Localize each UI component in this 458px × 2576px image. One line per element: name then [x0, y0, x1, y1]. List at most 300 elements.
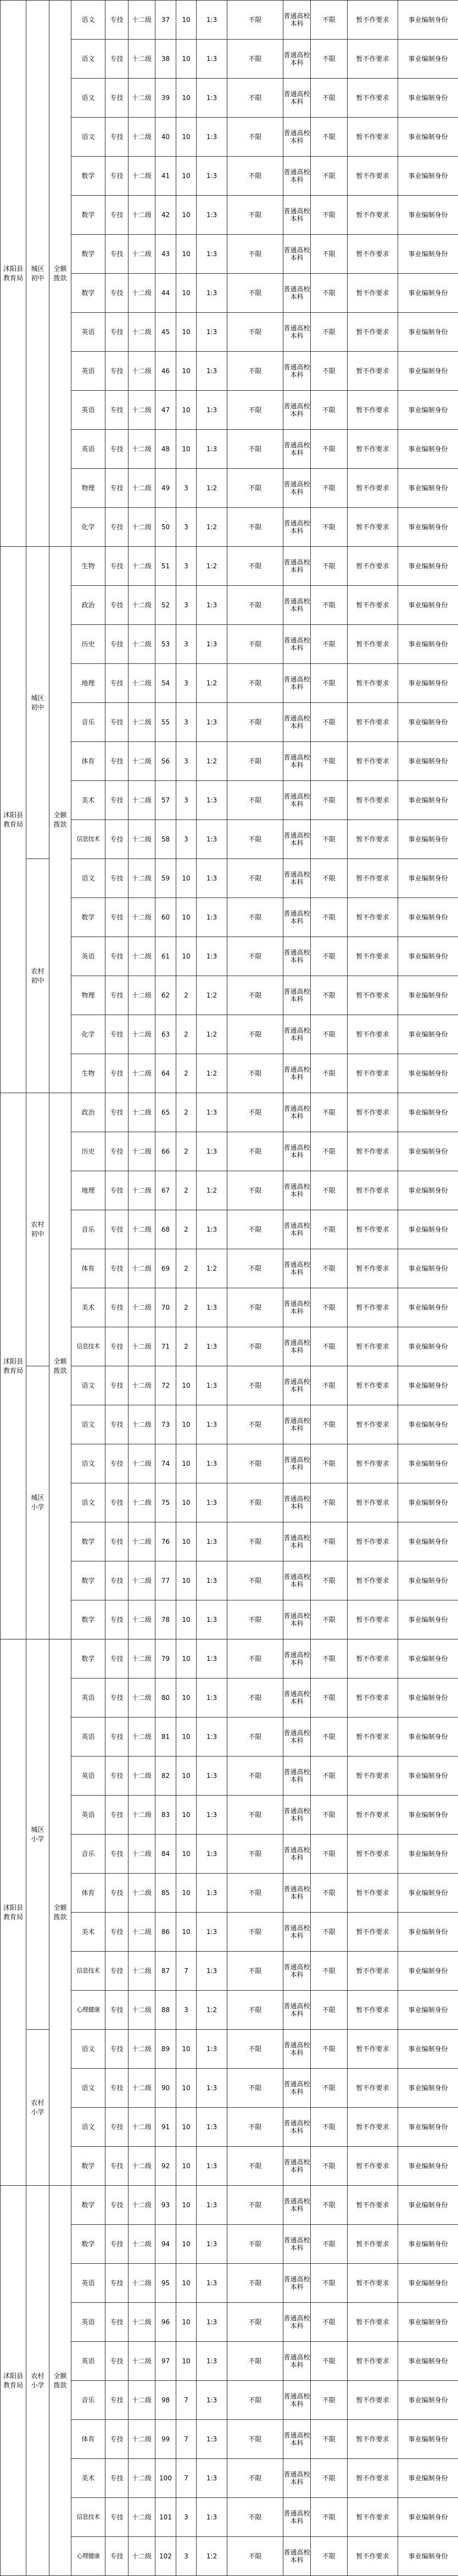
hire-count-cell: 10 [176, 2108, 197, 2147]
category-cell: 专技 [105, 1561, 129, 1600]
table-row [1, 2186, 458, 2225]
major-cell: 不限 [227, 2264, 283, 2303]
experience-cell: 暂不作要求 [348, 2069, 398, 2108]
category-cell: 专技 [105, 703, 129, 742]
identity-cell: 事业编制身份 [398, 196, 458, 235]
level-cell: 十二级 [129, 469, 155, 508]
exam-ratio-cell: 1:3 [197, 703, 227, 742]
position-code-cell: 90 [155, 2069, 176, 2108]
unit-rural-primary: 农村 小学 [26, 2030, 49, 2186]
subject-cell: 英语 [71, 2303, 105, 2342]
identity-cell: 事业编制身份 [398, 1913, 458, 1952]
subject-cell: 数学 [71, 235, 105, 274]
education-cell: 普通高校本科 [283, 547, 311, 586]
education-cell: 普通高校本科 [283, 1483, 311, 1522]
identity-cell: 事业编制身份 [398, 2303, 458, 2342]
identity-cell: 事业编制身份 [398, 352, 458, 391]
category-cell: 专技 [105, 391, 129, 430]
major-cell: 不限 [227, 1054, 283, 1093]
exam-ratio-cell: 1:3 [197, 79, 227, 118]
position-code-cell: 56 [155, 742, 176, 781]
exam-ratio-cell: 1:3 [197, 820, 227, 859]
category-cell: 专技 [105, 1757, 129, 1796]
major-cell: 不限 [227, 508, 283, 547]
position-code-cell: 79 [155, 1639, 176, 1678]
experience-cell: 暂不作要求 [348, 1, 398, 40]
position-code-cell: 43 [155, 235, 176, 274]
category-cell: 专技 [105, 586, 129, 625]
major-cell: 不限 [227, 820, 283, 859]
subject-cell: 英语 [71, 1718, 105, 1757]
hire-count-cell: 2 [176, 1054, 197, 1093]
hire-count-cell: 3 [176, 586, 197, 625]
education-cell: 普通高校本科 [283, 664, 311, 703]
experience-cell: 暂不作要求 [348, 1288, 398, 1327]
education-cell: 普通高校本科 [283, 313, 311, 352]
experience-cell: 暂不作要求 [348, 742, 398, 781]
category-cell: 专技 [105, 1249, 129, 1288]
experience-cell: 暂不作要求 [348, 1171, 398, 1210]
category-cell: 专技 [105, 1796, 129, 1835]
degree-cell: 不限 [311, 1015, 348, 1054]
identity-cell: 事业编制身份 [398, 2342, 458, 2381]
level-cell: 十二级 [129, 1952, 155, 1991]
education-cell: 普通高校本科 [283, 2498, 311, 2537]
hire-count-cell: 10 [176, 859, 197, 898]
major-cell: 不限 [227, 1874, 283, 1913]
major-cell: 不限 [227, 586, 283, 625]
education-cell: 普通高校本科 [283, 820, 311, 859]
education-cell: 普通高校本科 [283, 196, 311, 235]
level-cell: 十二级 [129, 352, 155, 391]
identity-cell: 事业编制身份 [398, 2459, 458, 2498]
exam-ratio-cell: 1:3 [197, 391, 227, 430]
degree-cell: 不限 [311, 1639, 348, 1678]
subject-cell: 数学 [71, 898, 105, 937]
hire-count-cell: 3 [176, 508, 197, 547]
major-cell: 不限 [227, 625, 283, 664]
identity-cell: 事业编制身份 [398, 469, 458, 508]
level-cell: 十二级 [129, 2537, 155, 2576]
education-cell: 普通高校本科 [283, 2108, 311, 2147]
major-cell: 不限 [227, 1015, 283, 1054]
degree-cell: 不限 [311, 1718, 348, 1757]
level-cell: 十二级 [129, 157, 155, 196]
level-cell: 十二级 [129, 2459, 155, 2498]
exam-ratio-cell: 1:3 [197, 2108, 227, 2147]
exam-ratio-cell: 1:3 [197, 898, 227, 937]
category-cell: 专技 [105, 1171, 129, 1210]
subject-cell: 语文 [71, 2108, 105, 2147]
exam-ratio-cell: 1:3 [197, 1483, 227, 1522]
category-cell: 专技 [105, 1, 129, 40]
hire-count-cell: 10 [176, 2225, 197, 2264]
identity-cell: 事业编制身份 [398, 1600, 458, 1639]
experience-cell: 暂不作要求 [348, 1444, 398, 1483]
unit-rural-primary: 农村 小学 [26, 2186, 49, 2576]
identity-cell: 事业编制身份 [398, 2498, 458, 2537]
position-code-cell: 88 [155, 1991, 176, 2030]
education-cell: 普通高校本科 [283, 781, 311, 820]
exam-ratio-cell: 1:3 [197, 118, 227, 157]
position-code-cell: 68 [155, 1210, 176, 1249]
level-cell: 十二级 [129, 79, 155, 118]
degree-cell: 不限 [311, 1874, 348, 1913]
identity-cell: 事业编制身份 [398, 235, 458, 274]
degree-cell: 不限 [311, 1757, 348, 1796]
education-cell: 普通高校本科 [283, 2537, 311, 2576]
identity-cell: 事业编制身份 [398, 1015, 458, 1054]
degree-cell: 不限 [311, 742, 348, 781]
identity-cell: 事业编制身份 [398, 1796, 458, 1835]
level-cell: 十二级 [129, 2498, 155, 2537]
major-cell: 不限 [227, 1444, 283, 1483]
category-cell: 专技 [105, 625, 129, 664]
education-cell: 普通高校本科 [283, 1639, 311, 1678]
education-cell: 普通高校本科 [283, 2069, 311, 2108]
major-cell: 不限 [227, 1952, 283, 1991]
category-cell: 专技 [105, 859, 129, 898]
degree-cell: 不限 [311, 2381, 348, 2420]
hire-count-cell: 10 [176, 1639, 197, 1678]
position-code-cell: 73 [155, 1405, 176, 1444]
degree-cell: 不限 [311, 1093, 348, 1132]
exam-ratio-cell: 1:3 [197, 2147, 227, 2186]
experience-cell: 暂不作要求 [348, 1796, 398, 1835]
major-cell: 不限 [227, 1600, 283, 1639]
degree-cell: 不限 [311, 664, 348, 703]
major-cell: 不限 [227, 937, 283, 976]
level-cell: 十二级 [129, 1, 155, 40]
level-cell: 十二级 [129, 1483, 155, 1522]
category-cell: 专技 [105, 313, 129, 352]
exam-ratio-cell: 1:2 [197, 1249, 227, 1288]
exam-ratio-cell: 1:2 [197, 1054, 227, 1093]
category-cell: 专技 [105, 2381, 129, 2420]
subject-cell: 数学 [71, 2186, 105, 2225]
exam-ratio-cell: 1:3 [197, 40, 227, 79]
category-cell: 专技 [105, 937, 129, 976]
category-cell: 专技 [105, 1600, 129, 1639]
identity-cell: 事业编制身份 [398, 2225, 458, 2264]
level-cell: 十二级 [129, 2303, 155, 2342]
category-cell: 专技 [105, 2264, 129, 2303]
level-cell: 十二级 [129, 1249, 155, 1288]
hire-count-cell: 3 [176, 469, 197, 508]
subject-cell: 数学 [71, 274, 105, 313]
major-cell: 不限 [227, 898, 283, 937]
major-cell: 不限 [227, 2498, 283, 2537]
position-code-cell: 52 [155, 586, 176, 625]
level-cell: 十二级 [129, 664, 155, 703]
exam-ratio-cell: 1:3 [197, 1, 227, 40]
level-cell: 十二级 [129, 430, 155, 469]
hire-count-cell: 10 [176, 274, 197, 313]
exam-ratio-cell: 1:3 [197, 313, 227, 352]
identity-cell: 事业编制身份 [398, 937, 458, 976]
exam-ratio-cell: 1:3 [197, 1093, 227, 1132]
major-cell: 不限 [227, 2147, 283, 2186]
exam-ratio-cell: 1:3 [197, 1522, 227, 1561]
experience-cell: 暂不作要求 [348, 391, 398, 430]
degree-cell: 不限 [311, 1796, 348, 1835]
degree-cell: 不限 [311, 1561, 348, 1600]
level-cell: 十二级 [129, 2225, 155, 2264]
experience-cell: 暂不作要求 [348, 1522, 398, 1561]
hire-count-cell: 10 [176, 1444, 197, 1483]
level-cell: 十二级 [129, 1015, 155, 1054]
exam-ratio-cell: 1:3 [197, 1210, 227, 1249]
education-cell: 普通高校本科 [283, 157, 311, 196]
education-cell: 普通高校本科 [283, 1796, 311, 1835]
major-cell: 不限 [227, 1639, 283, 1678]
degree-cell: 不限 [311, 40, 348, 79]
identity-cell: 事业编制身份 [398, 2108, 458, 2147]
experience-cell: 暂不作要求 [348, 1366, 398, 1405]
experience-cell: 暂不作要求 [348, 2147, 398, 2186]
experience-cell: 暂不作要求 [348, 1327, 398, 1366]
level-cell: 十二级 [129, 1210, 155, 1249]
category-cell: 专技 [105, 1952, 129, 1991]
education-cell: 普通高校本科 [283, 1405, 311, 1444]
level-cell: 十二级 [129, 1522, 155, 1561]
experience-cell: 暂不作要求 [348, 625, 398, 664]
category-cell: 专技 [105, 1210, 129, 1249]
identity-cell: 事业编制身份 [398, 2537, 458, 2576]
major-cell: 不限 [227, 1718, 283, 1757]
level-cell: 十二级 [129, 2069, 155, 2108]
subject-cell: 地理 [71, 1171, 105, 1210]
position-code-cell: 71 [155, 1327, 176, 1366]
degree-cell: 不限 [311, 274, 348, 313]
position-code-cell: 94 [155, 2225, 176, 2264]
position-code-cell: 76 [155, 1522, 176, 1561]
level-cell: 十二级 [129, 1757, 155, 1796]
experience-cell: 暂不作要求 [348, 118, 398, 157]
subject-cell: 英语 [71, 313, 105, 352]
identity-cell: 事业编制身份 [398, 1366, 458, 1405]
degree-cell: 不限 [311, 2420, 348, 2459]
exam-ratio-cell: 1:3 [197, 859, 227, 898]
major-cell: 不限 [227, 781, 283, 820]
exam-ratio-cell: 1:3 [197, 2069, 227, 2108]
category-cell: 专技 [105, 742, 129, 781]
identity-cell: 事业编制身份 [398, 1171, 458, 1210]
level-cell: 十二级 [129, 1913, 155, 1952]
subject-cell: 语文 [71, 2069, 105, 2108]
category-cell: 专技 [105, 157, 129, 196]
degree-cell: 不限 [311, 1913, 348, 1952]
major-cell: 不限 [227, 1678, 283, 1718]
exam-ratio-cell: 1:2 [197, 742, 227, 781]
degree-cell: 不限 [311, 313, 348, 352]
level-cell: 十二级 [129, 1991, 155, 2030]
level-cell: 十二级 [129, 742, 155, 781]
experience-cell: 暂不作要求 [348, 937, 398, 976]
category-cell: 专技 [105, 2069, 129, 2108]
hire-count-cell: 10 [176, 1600, 197, 1639]
position-code-cell: 53 [155, 625, 176, 664]
education-cell: 普通高校本科 [283, 976, 311, 1015]
exam-ratio-cell: 1:2 [197, 547, 227, 586]
position-code-cell: 69 [155, 1249, 176, 1288]
hire-count-cell: 3 [176, 664, 197, 703]
major-cell: 不限 [227, 2030, 283, 2069]
degree-cell: 不限 [311, 1483, 348, 1522]
identity-cell: 事业编制身份 [398, 1093, 458, 1132]
level-cell: 十二级 [129, 781, 155, 820]
subject-cell: 数学 [71, 1600, 105, 1639]
level-cell: 十二级 [129, 1718, 155, 1757]
identity-cell: 事业编制身份 [398, 1874, 458, 1913]
experience-cell: 暂不作要求 [348, 2264, 398, 2303]
hire-count-cell: 7 [176, 1952, 197, 1991]
category-cell: 专技 [105, 2186, 129, 2225]
fund-type-cell: 全额 拨款 [49, 547, 71, 1093]
exam-ratio-cell: 1:3 [197, 430, 227, 469]
major-cell: 不限 [227, 196, 283, 235]
level-cell: 十二级 [129, 1405, 155, 1444]
level-cell: 十二级 [129, 1678, 155, 1718]
category-cell: 专技 [105, 820, 129, 859]
exam-ratio-cell: 1:3 [197, 1678, 227, 1718]
degree-cell: 不限 [311, 118, 348, 157]
position-code-cell: 47 [155, 391, 176, 430]
position-code-cell: 60 [155, 898, 176, 937]
hire-count-cell: 10 [176, 2303, 197, 2342]
degree-cell: 不限 [311, 1171, 348, 1210]
hire-count-cell: 2 [176, 976, 197, 1015]
hire-count-cell: 10 [176, 1913, 197, 1952]
hire-count-cell: 10 [176, 1, 197, 40]
exam-ratio-cell: 1:3 [197, 586, 227, 625]
degree-cell: 不限 [311, 976, 348, 1015]
unit-rural-middle: 农村 初中 [26, 1093, 49, 1366]
subject-cell: 数学 [71, 196, 105, 235]
degree-cell: 不限 [311, 781, 348, 820]
identity-cell: 事业编制身份 [398, 820, 458, 859]
identity-cell: 事业编制身份 [398, 1288, 458, 1327]
level-cell: 十二级 [129, 1054, 155, 1093]
subject-cell: 心理健康 [71, 2537, 105, 2576]
experience-cell: 暂不作要求 [348, 1015, 398, 1054]
experience-cell: 暂不作要求 [348, 40, 398, 79]
exam-ratio-cell: 1:3 [197, 625, 227, 664]
experience-cell: 暂不作要求 [348, 2225, 398, 2264]
experience-cell: 暂不作要求 [348, 1952, 398, 1991]
level-cell: 十二级 [129, 976, 155, 1015]
degree-cell: 不限 [311, 2303, 348, 2342]
experience-cell: 暂不作要求 [348, 2108, 398, 2147]
exam-ratio-cell: 1:3 [197, 1796, 227, 1835]
table-row [1, 1639, 458, 1678]
category-cell: 专技 [105, 274, 129, 313]
identity-cell: 事业编制身份 [398, 1718, 458, 1757]
hire-count-cell: 3 [176, 781, 197, 820]
major-cell: 不限 [227, 2069, 283, 2108]
subject-cell: 体育 [71, 742, 105, 781]
category-cell: 专技 [105, 352, 129, 391]
subject-cell: 心理健康 [71, 1991, 105, 2030]
level-cell: 十二级 [129, 2420, 155, 2459]
experience-cell: 暂不作要求 [348, 508, 398, 547]
position-code-cell: 86 [155, 1913, 176, 1952]
education-cell: 普通高校本科 [283, 1718, 311, 1757]
subject-cell: 音乐 [71, 703, 105, 742]
level-cell: 十二级 [129, 274, 155, 313]
identity-cell: 事业编制身份 [398, 898, 458, 937]
hire-count-cell: 3 [176, 547, 197, 586]
major-cell: 不限 [227, 664, 283, 703]
category-cell: 专技 [105, 118, 129, 157]
category-cell: 专技 [105, 781, 129, 820]
degree-cell: 不限 [311, 196, 348, 235]
identity-cell: 事业编制身份 [398, 1952, 458, 1991]
level-cell: 十二级 [129, 586, 155, 625]
subject-cell: 体育 [71, 1874, 105, 1913]
identity-cell: 事业编制身份 [398, 2069, 458, 2108]
experience-cell: 暂不作要求 [348, 1913, 398, 1952]
identity-cell: 事业编制身份 [398, 1561, 458, 1600]
subject-cell: 数学 [71, 2225, 105, 2264]
hire-count-cell: 10 [176, 1718, 197, 1757]
degree-cell: 不限 [311, 1835, 348, 1874]
subject-cell: 化学 [71, 1015, 105, 1054]
position-code-cell: 101 [155, 2498, 176, 2537]
identity-cell: 事业编制身份 [398, 508, 458, 547]
subject-cell: 语文 [71, 1483, 105, 1522]
subject-cell: 美术 [71, 781, 105, 820]
position-code-cell: 38 [155, 40, 176, 79]
subject-cell: 数学 [71, 1561, 105, 1600]
category-cell: 专技 [105, 2108, 129, 2147]
hire-count-cell: 2 [176, 1249, 197, 1288]
level-cell: 十二级 [129, 391, 155, 430]
experience-cell: 暂不作要求 [348, 235, 398, 274]
level-cell: 十二级 [129, 196, 155, 235]
subject-cell: 生物 [71, 1054, 105, 1093]
education-cell: 普通高校本科 [283, 1678, 311, 1718]
education-cell: 普通高校本科 [283, 2303, 311, 2342]
table-row [1, 1, 458, 40]
subject-cell: 音乐 [71, 2381, 105, 2420]
education-cell: 普通高校本科 [283, 2420, 311, 2459]
unit-city-middle: 城区 初中 [26, 547, 49, 859]
subject-cell: 语文 [71, 859, 105, 898]
hire-count-cell: 3 [176, 1991, 197, 2030]
major-cell: 不限 [227, 2225, 283, 2264]
experience-cell: 暂不作要求 [348, 2381, 398, 2420]
subject-cell: 物理 [71, 469, 105, 508]
exam-ratio-cell: 1:2 [197, 1991, 227, 2030]
major-cell: 不限 [227, 1483, 283, 1522]
subject-cell: 信息技术 [71, 1327, 105, 1366]
education-cell: 普通高校本科 [283, 1288, 311, 1327]
hire-count-cell: 3 [176, 625, 197, 664]
experience-cell: 暂不作要求 [348, 976, 398, 1015]
position-code-cell: 39 [155, 79, 176, 118]
experience-cell: 暂不作要求 [348, 781, 398, 820]
education-cell: 普通高校本科 [283, 1093, 311, 1132]
exam-ratio-cell: 1:3 [197, 1288, 227, 1327]
degree-cell: 不限 [311, 2537, 348, 2576]
major-cell: 不限 [227, 1522, 283, 1561]
degree-cell: 不限 [311, 2186, 348, 2225]
experience-cell: 暂不作要求 [348, 1249, 398, 1288]
experience-cell: 暂不作要求 [348, 196, 398, 235]
degree-cell: 不限 [311, 352, 348, 391]
position-code-cell: 49 [155, 469, 176, 508]
